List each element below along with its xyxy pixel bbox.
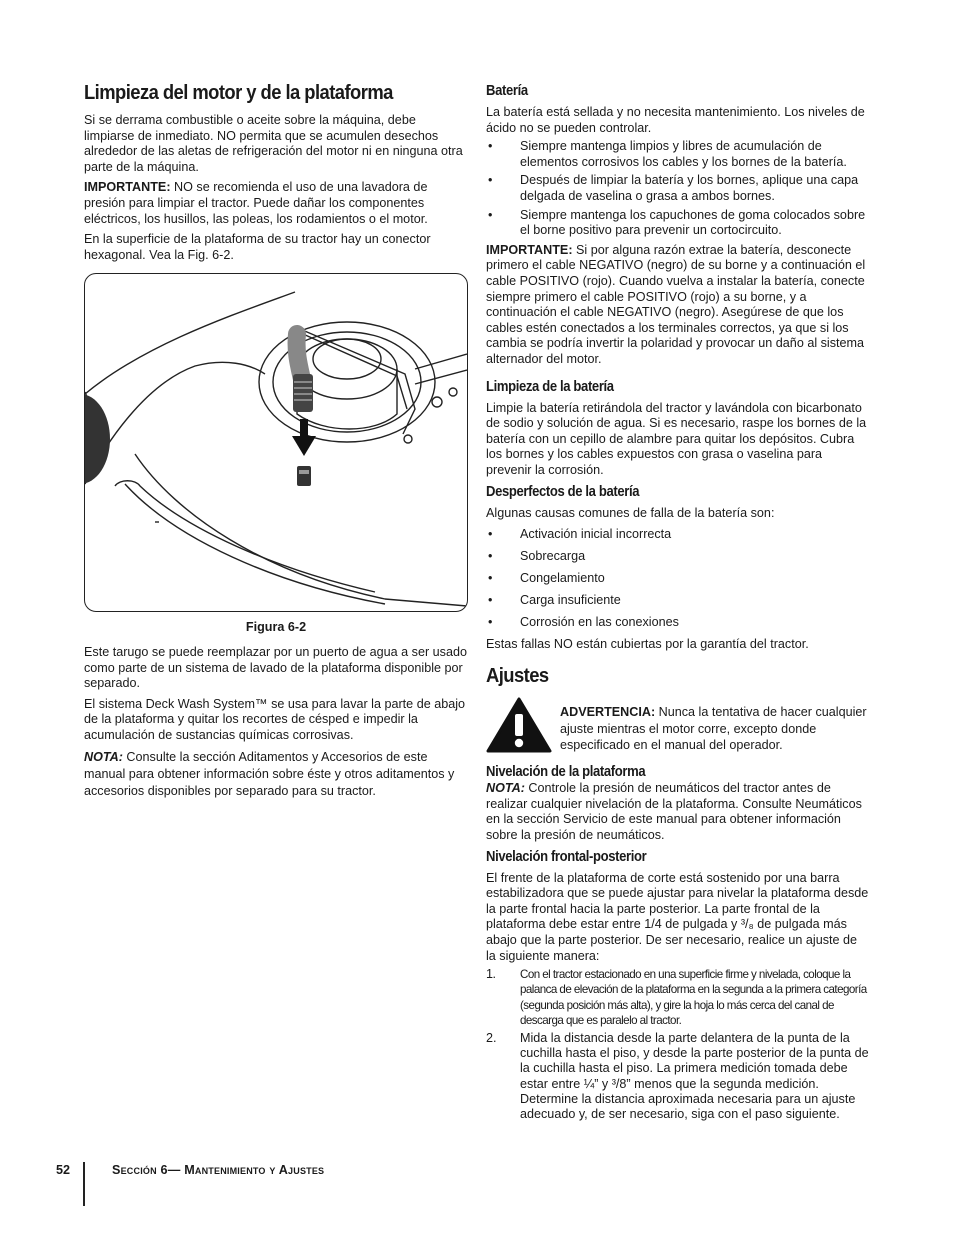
bateria-heading: Batería bbox=[486, 83, 528, 99]
list-item: • Siempre mantenga los capuchones de goma colocados sobre el borne positivo para prevenir un cortocircuito. bbox=[486, 208, 870, 239]
important-paragraph bbox=[486, 243, 870, 368]
bateria-bullets bbox=[486, 139, 870, 239]
paragraph: El frente de la plataforma de corte está sostenido por una barra estabilizadora que se puede ajustar para nivelar la plataforma desde la parte frontal hacia la parte posterior. La parte frontal de la plataforma debe estar entre 1/4 de pulgada y ³/₈ de pulgada más abajo que la parte posterior. De ser necesario, realice un ajuste de la siguiente manera: bbox=[486, 870, 869, 963]
important-text: NO se recomienda el uso de una lavadora de presión para limpiar el tractor. Puede dañar los componentes eléctricos, los husillos, las poleas, los rodamientos o el motor. bbox=[84, 180, 428, 226]
right-column bbox=[486, 80, 870, 1122]
list-item: • Corrosión en las conexiones bbox=[486, 615, 870, 631]
step-number: 1. bbox=[486, 967, 496, 982]
list-item: • Después de limpiar la batería y los bornes, aplique una capa delgada de vaselina o grasa a ambos bornes. bbox=[486, 173, 870, 204]
paragraph: Si se derrama combustible o aceite sobre la máquina, debe limpiarse de inmediato. NO permita que se acumulen desechos alrededor de las aletas de refrigeración del motor ni en ninguna otra parte de la máquina. bbox=[84, 113, 463, 174]
paragraph: La batería está sellada y no necesita mantenimiento. Los niveles de ácido no se pueden controlar. bbox=[486, 105, 865, 135]
step-text: Con el tractor estacionado en una superficie firme y nivelada, coloque la palanca de elevación de la plataforma en la segunda a la primera categoría (segunda posición más alta), y gire la hoja lo más cerca del canal de descarga que es paralelo al tractor. bbox=[520, 968, 867, 1027]
list-item: • Carga insuficiente bbox=[486, 593, 870, 609]
step-item bbox=[486, 967, 870, 1028]
note-label: NOTA: bbox=[486, 781, 525, 796]
list-item: • Sobrecarga bbox=[486, 549, 870, 565]
footer-section-title: Sección 6— Mantenimiento y Ajustes bbox=[112, 1163, 325, 1177]
paragraph: Limpie la batería retirándola del tractor y lavándola con bicarbonato de sodio y solución de agua. Si es necesario, raspe los bornes de la batería con un cepillo de alambre para quitar los depósitos. Cubra los bornes y los cables expuestos con grasa o vaselina para prevenir la corrosión. bbox=[486, 400, 867, 477]
paragraph: En la superficie de la plataforma de su tractor hay un conector hexagonal. Vea la Fig. 6-2. bbox=[84, 232, 431, 262]
note-text: Controle la presión de neumáticos del tractor antes de realizar cualquier nivelación de la plataforma. Consulte Neumáticos en la sección Servicio de este manual para obtener información sobre la presión de neumáticos. bbox=[486, 781, 862, 842]
section-heading: Limpieza del motor y de la plataforma bbox=[84, 82, 393, 104]
nivelacion-heading: Nivelación de la plataforma bbox=[486, 764, 646, 781]
paragraph: El sistema Deck Wash System™ se usa para lavar la parte de abajo de la plataforma y quitar los recortes de césped e impedir la acumulación de sustancias químicas corrosivas. bbox=[84, 696, 466, 742]
frontal-posterior-heading: Nivelación frontal-posterior bbox=[486, 848, 647, 865]
note-paragraph bbox=[84, 749, 468, 800]
list-item: • Congelamiento bbox=[486, 571, 870, 587]
paragraph: Algunas causas comunes de falla de la batería son: bbox=[486, 506, 775, 521]
step-text: Mida la distancia desde la parte delantera de la punta de la cuchilla hasta el piso, y desde la parte posterior de la punta de la cuchilla hasta el piso. La primera medición tomada debe estar entre ¼” y ³/8” menos que la segunda medición. Determine la distancia aproximada necesaria para un ajuste adecuado y, de ser necesario, siga con el paso siguiente. bbox=[520, 1030, 869, 1121]
important-text: Si por alguna razón extrae la batería, desconecte primero el cable NEGATIVO (negro) de su borne y a continuación el cable POSITIVO (rojo). Cuando vuelva a instalar la batería, conecte siempre primero el cable POSITIVO (rojo) a su borne, y a continuación el cable NEGATIVO (negro). Asegúrese de que los cables estén conectados a los terminales correctos, ya que si los cambia se podría invertir la polaridad y provocar un daño al sistema alternador del motor. bbox=[486, 242, 866, 366]
warning-triangle-icon bbox=[486, 697, 552, 753]
steps-list bbox=[486, 967, 870, 1122]
warning-label: ADVERTENCIA: bbox=[560, 705, 656, 720]
ajustes-heading: Ajustes bbox=[486, 665, 549, 688]
note-text: Consulte la sección Aditamentos y Accesorios de este manual para obtener información sobre éste y otros aditamentos y accesorios disponibles por separado para su tractor. bbox=[84, 749, 455, 798]
note-paragraph bbox=[486, 781, 870, 843]
step-item bbox=[486, 1031, 870, 1122]
important-paragraph bbox=[84, 180, 468, 227]
list-item: • Siempre mantenga limpios y libres de acumulación de elementos corrosivos los cables y los bornes de la batería. bbox=[486, 139, 870, 170]
deck-wash-connector-illustration bbox=[85, 274, 467, 611]
note-label: NOTA: bbox=[84, 749, 123, 764]
warning-block bbox=[486, 697, 870, 753]
paragraph: Este tarugo se puede reemplazar por un puerto de agua a ser usado como parte de un sistema de lavado de la plataforma disponible por separado. bbox=[84, 645, 467, 691]
figure-caption: Figura 6-2 bbox=[245, 620, 307, 634]
desperfectos-heading: Desperfectos de la batería bbox=[486, 484, 640, 501]
list-item: • Activación inicial incorrecta bbox=[486, 527, 870, 543]
figure-6-2-illustration bbox=[84, 273, 468, 612]
footer-divider bbox=[83, 1162, 85, 1206]
page-number: 52 bbox=[56, 1163, 71, 1177]
warning-text: Nunca la tentativa de hacer cualquier ajuste mientras el motor corre, excepto donde especificado en el manual del operador. bbox=[560, 705, 867, 752]
left-column-lower bbox=[84, 645, 468, 800]
important-label: IMPORTANTE: bbox=[486, 242, 573, 257]
limpieza-heading: Limpieza de la batería bbox=[486, 378, 614, 395]
warning-text-paragraph bbox=[560, 704, 872, 753]
left-column bbox=[84, 80, 468, 263]
paragraph: Estas fallas NO están cubiertas por la garantía del tractor. bbox=[486, 636, 809, 651]
desperfectos-bullets bbox=[486, 527, 870, 631]
step-number: 2. bbox=[486, 1030, 497, 1045]
important-label: IMPORTANTE: bbox=[84, 180, 171, 195]
